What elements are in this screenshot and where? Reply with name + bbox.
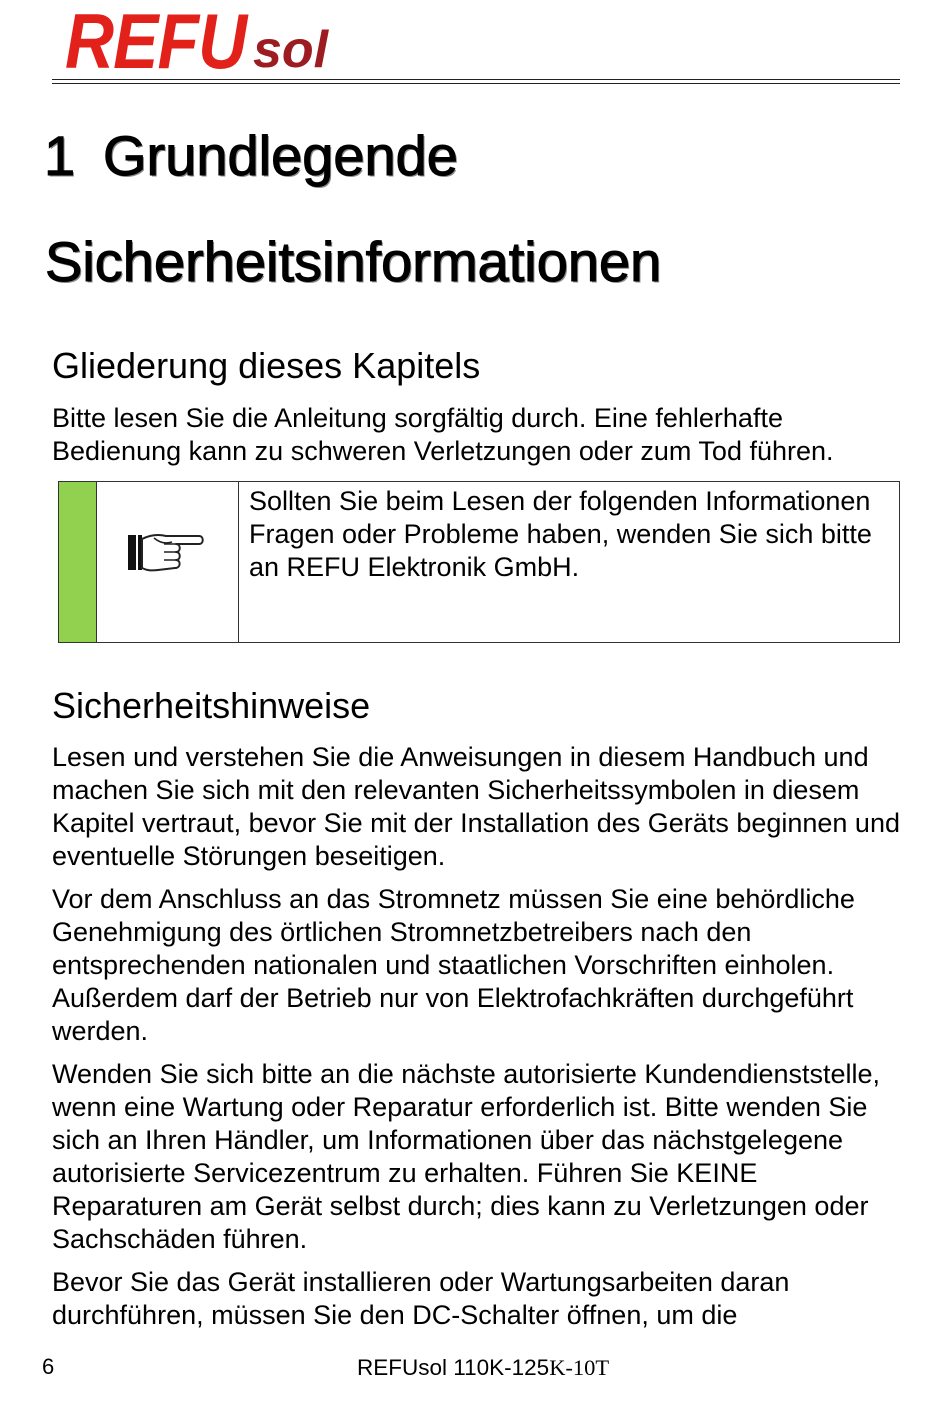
text-line: Sachschäden führen.: [52, 1224, 308, 1254]
page-number: 6: [42, 1354, 55, 1379]
text-line: wenn eine Wartung oder Reparatur erforderlich ist. Bitte wenden Sie: [52, 1092, 868, 1122]
note-text: [239, 482, 899, 642]
text-line: eventuelle Störungen beseitigen.: [52, 841, 446, 871]
text-line: Genehmigung des örtlichen Stromnetzbetreibers nach den: [52, 917, 752, 947]
safety-paragraphs: [52, 741, 900, 1332]
text-line: Kapitel vertraut, bevor Sie mit der Installation des Geräts beginnen und: [52, 808, 900, 838]
note-accent-bar: [59, 482, 97, 642]
text-line: Bitte lesen Sie die Anleitung sorgfältig durch. Eine fehlerhafte: [52, 403, 783, 433]
footer-model-serif-part: K-10T: [549, 1355, 610, 1380]
text-line: Fragen oder Probleme haben, wenden Sie sich bitte: [249, 519, 872, 549]
logo-suffix-text: sol: [253, 21, 329, 79]
text-line: Reparaturen am Gerät selbst durch; dies kann zu Verletzungen oder: [52, 1191, 869, 1221]
text-line: werden.: [52, 1016, 149, 1046]
safety-paragraph-2: [52, 883, 900, 1048]
text-line: sich an Ihren Händler, um Informationen über das nächstgelegene: [52, 1125, 844, 1155]
text-line: durchführen, müssen Sie den DC-Schalter öffnen, um die: [52, 1300, 738, 1330]
text-line: an REFU Elektronik GmbH.: [249, 552, 580, 582]
text-line: Außerdem darf der Betrieb nur von Elektrofachkräften durchgeführt: [52, 983, 854, 1013]
outline-paragraph: [52, 402, 834, 468]
text-line: Sollten Sie beim Lesen der folgenden Informationen: [249, 486, 871, 516]
header-double-rule: [52, 79, 900, 84]
text-line: entsprechenden nationalen und staatlichen Vorschriften einholen.: [52, 950, 835, 980]
text-line: Vor dem Anschluss an das Stromnetz müssen Sie eine behördliche: [52, 884, 855, 914]
text-line: Wenden Sie sich bitte an die nächste autorisierte Kundendienststelle,: [52, 1059, 881, 1089]
footer-model-name: [357, 1355, 609, 1381]
logo-brand-text: REFU: [65, 0, 247, 85]
note-icon-cell: [97, 482, 239, 642]
footer-model-sans-part: REFUsol 110K-125: [357, 1355, 550, 1380]
safety-paragraph-4: [52, 1266, 900, 1332]
text-line: Bedienung kann zu schweren Verletzungen oder zum Tod führen.: [52, 436, 834, 466]
note-box: [58, 481, 900, 643]
section-heading-safety: Sicherheitshinweise: [52, 685, 371, 726]
chapter-title-line-1: Grundlegende: [103, 124, 458, 187]
text-line: Lesen und verstehen Sie die Anweisungen in diesem Handbuch und: [52, 742, 869, 772]
pointing-hand-icon: [128, 530, 206, 574]
section-heading-outline: Gliederung dieses Kapitels: [52, 345, 481, 386]
safety-paragraph-3: [52, 1058, 900, 1256]
text-line: autorisierte Servicezentrum zu erhalten. Führen Sie KEINE: [52, 1158, 758, 1188]
chapter-number: 1: [44, 124, 76, 187]
safety-paragraph-1: [52, 741, 900, 873]
text-line: Bevor Sie das Gerät installieren oder Wartungsarbeiten daran: [52, 1267, 790, 1297]
text-line: machen Sie sich mit den relevanten Sicherheitssymbolen in diesem: [52, 775, 860, 805]
chapter-title-line-2: Sicherheitsinformationen: [45, 230, 662, 293]
